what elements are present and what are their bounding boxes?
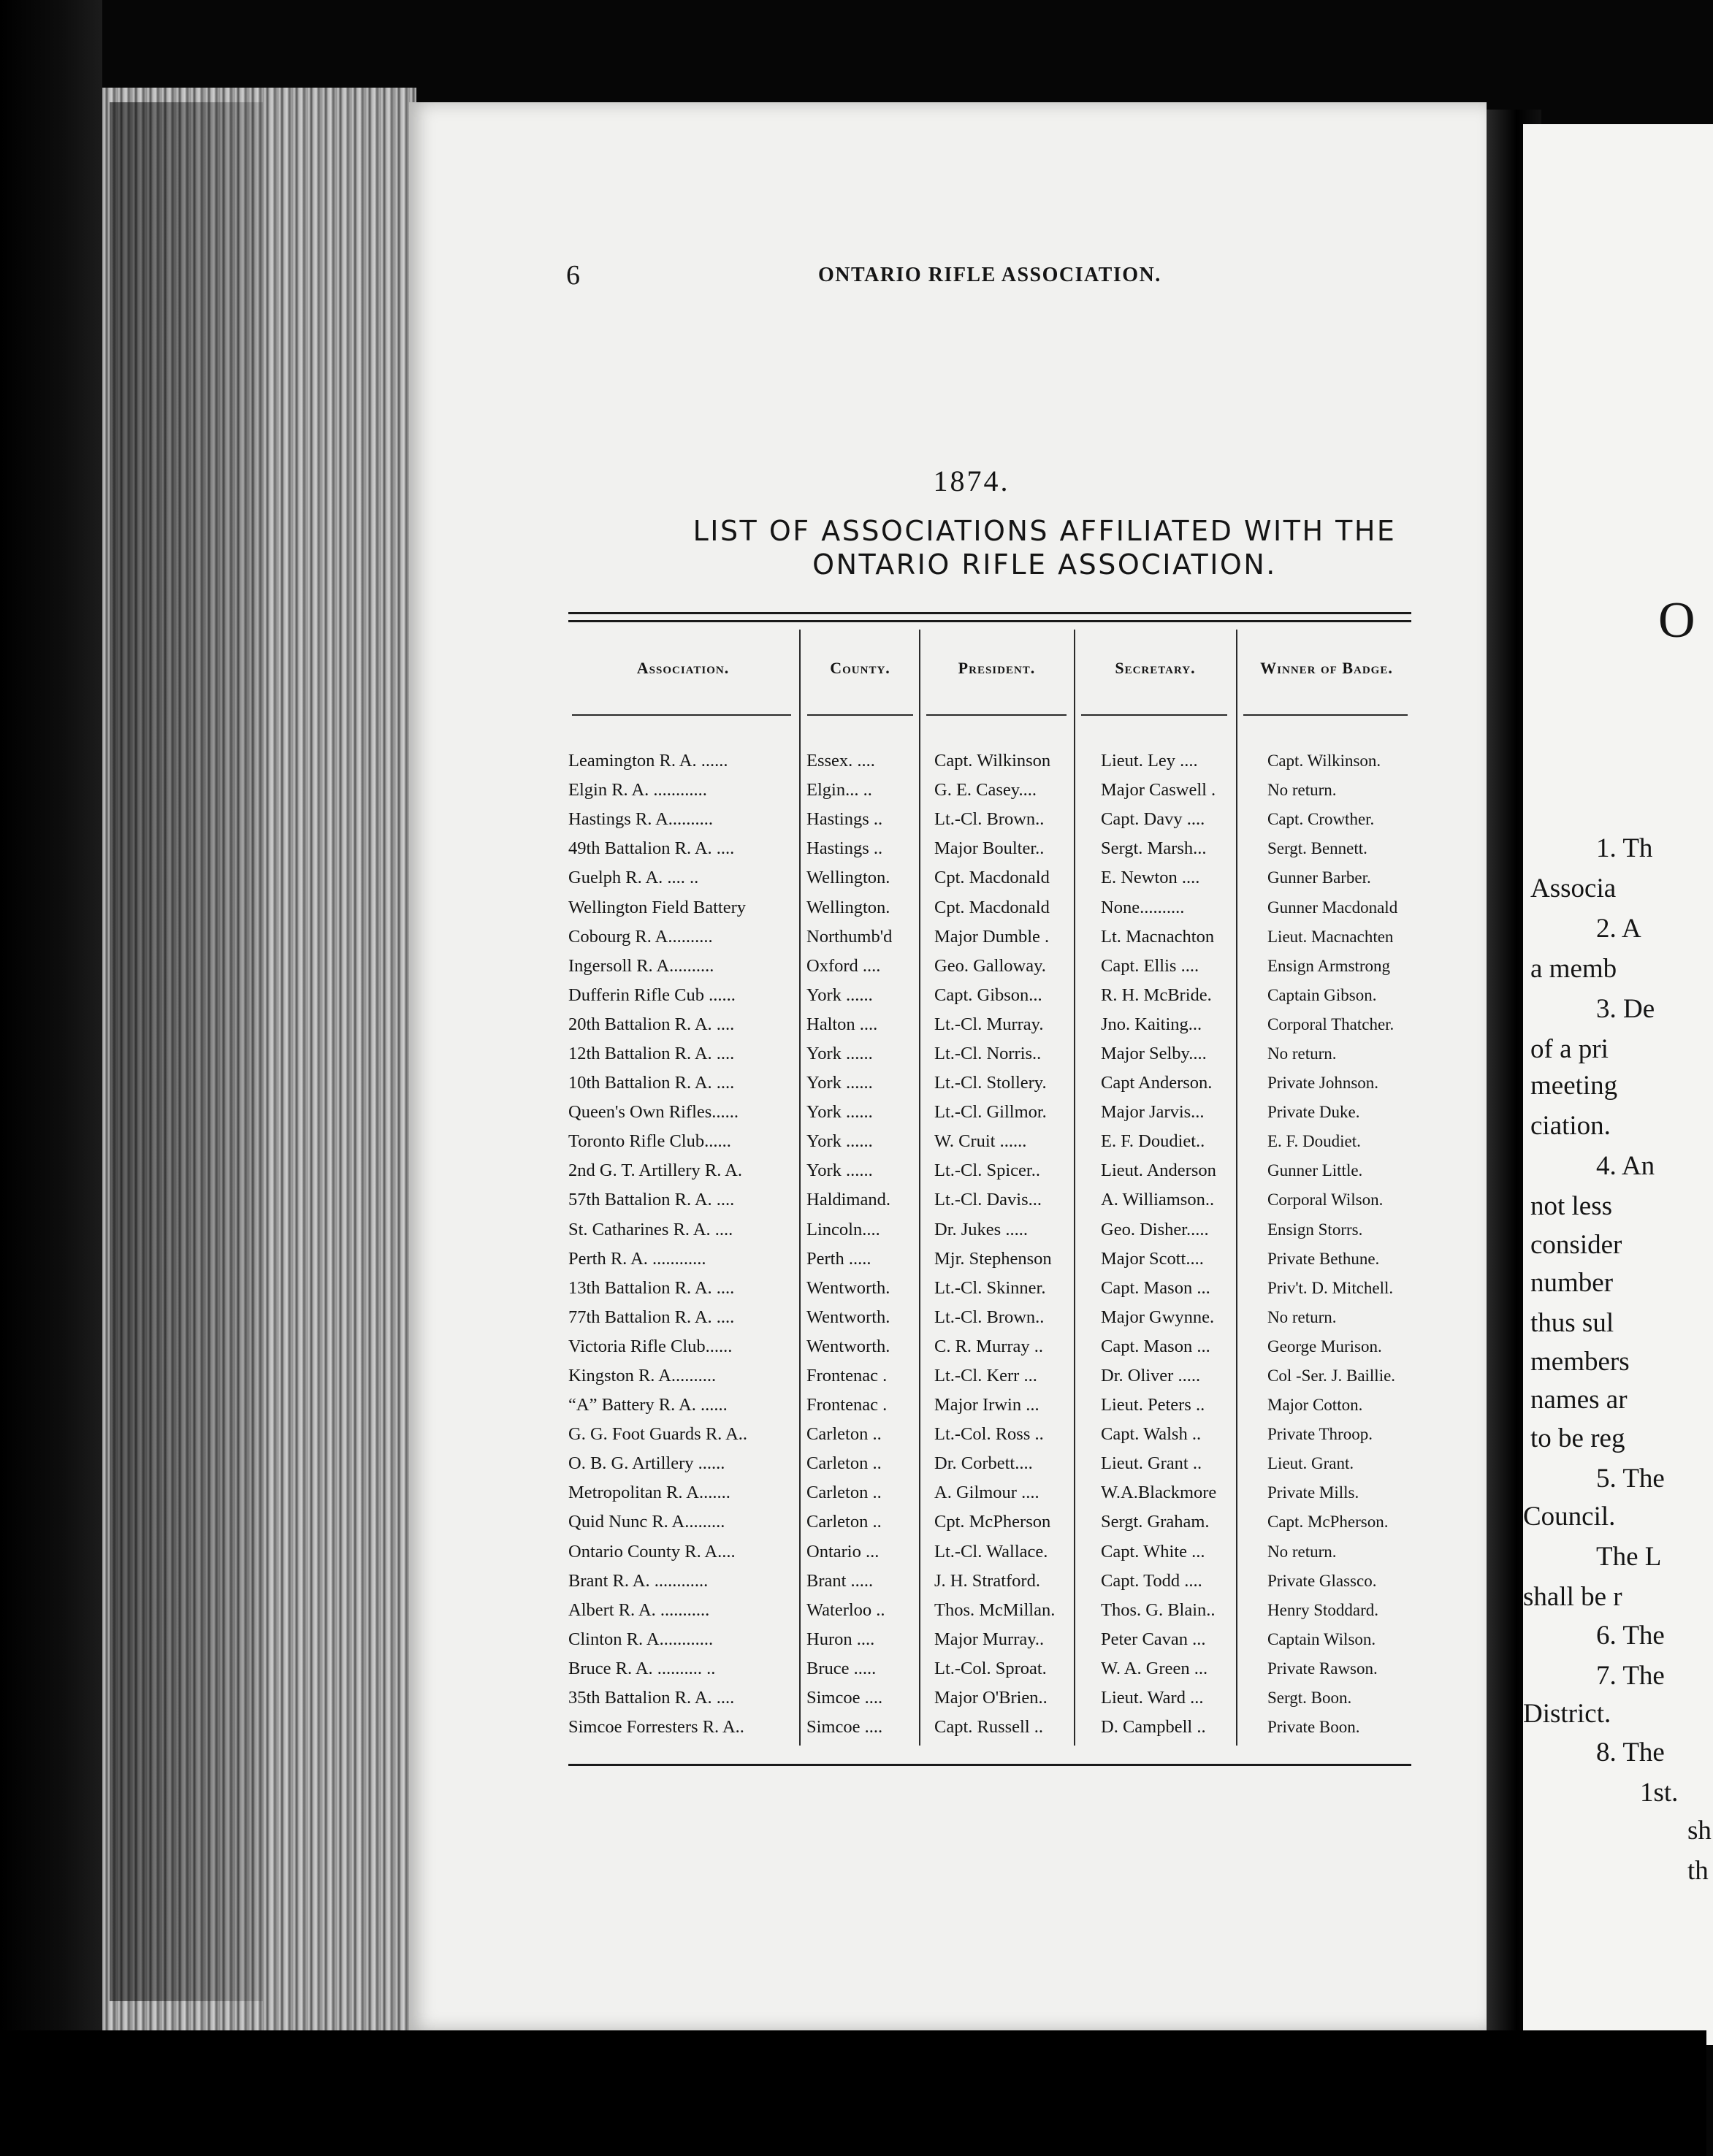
table-top-rule xyxy=(568,612,1411,622)
county-cell: Frontenac . xyxy=(806,1395,888,1415)
table-row xyxy=(568,1303,1443,1332)
secretary-cell: A. Williamson.. xyxy=(1101,1190,1215,1210)
president-cell: Lt.-Cl. Norris.. xyxy=(934,1043,1042,1063)
winner-cell: Priv't. D. Mitchell. xyxy=(1267,1278,1394,1297)
president-cell: Lt.-Cl. Spicer.. xyxy=(934,1161,1040,1181)
winner-cell: Ensign Storrs. xyxy=(1267,1220,1363,1239)
right-page-line: 1. Th xyxy=(1596,833,1653,863)
table-row xyxy=(568,1507,1443,1537)
year-heading: 1874. xyxy=(933,465,1010,497)
county-cell: Carleton .. xyxy=(806,1453,882,1474)
table-row xyxy=(568,1625,1443,1654)
association-cell: Kingston R. A.......... xyxy=(568,1366,717,1386)
county-cell: Haldimand. xyxy=(806,1190,890,1210)
right-page-line: members xyxy=(1530,1347,1630,1377)
winner-cell: Sergt. Bennett. xyxy=(1267,839,1367,858)
right-page-line: 4. An xyxy=(1596,1151,1655,1181)
right-page-line: Council. xyxy=(1523,1502,1616,1532)
county-cell: York ...... xyxy=(806,1131,873,1152)
county-cell: Wellington. xyxy=(806,868,890,888)
association-cell: 20th Battalion R. A. .... xyxy=(568,1014,735,1034)
winner-cell: Gunner Barber. xyxy=(1267,868,1371,887)
table-row xyxy=(568,1654,1443,1683)
header-county: County. xyxy=(830,659,890,677)
right-page-line: The L xyxy=(1596,1542,1662,1572)
winner-cell: Ensign Armstrong xyxy=(1267,956,1391,975)
right-page-line: 7. The xyxy=(1596,1661,1665,1691)
winner-cell: Captain Gibson. xyxy=(1267,985,1377,1004)
secretary-cell: Capt. Mason ... xyxy=(1101,1336,1210,1356)
table-row xyxy=(568,1098,1443,1127)
president-cell: Cpt. Macdonald xyxy=(934,897,1050,917)
table-row xyxy=(568,892,1443,922)
association-cell: Victoria Rifle Club...... xyxy=(568,1336,733,1356)
president-cell: Lt.-Cl. Davis... xyxy=(934,1190,1042,1210)
association-cell: O. B. G. Artillery ...... xyxy=(568,1453,725,1474)
title-line-2: ONTARIO RIFLE ASSOCIATION. xyxy=(812,548,1277,581)
winner-cell: Col -Ser. J. Baillie. xyxy=(1267,1366,1396,1385)
president-cell: Lt.-Cl. Kerr ... xyxy=(934,1366,1037,1386)
president-cell: Thos. McMillan. xyxy=(934,1599,1056,1620)
winner-cell: Private Throop. xyxy=(1267,1425,1373,1444)
winner-cell: Corporal Thatcher. xyxy=(1267,1014,1395,1033)
table-row xyxy=(568,1069,1443,1098)
secretary-cell: D. Campbell .. xyxy=(1101,1717,1206,1738)
association-cell: Ontario County R. A.... xyxy=(568,1541,736,1561)
association-cell: Albert R. A. ........... xyxy=(568,1599,710,1620)
county-cell: York ...... xyxy=(806,1161,873,1181)
president-cell: Mjr. Stephenson xyxy=(934,1248,1052,1269)
association-cell: Quid Nunc R. A......... xyxy=(568,1512,725,1532)
header-underline xyxy=(1243,714,1408,716)
county-cell: Hastings .. xyxy=(806,809,883,830)
county-cell: Essex. .... xyxy=(806,751,875,771)
county-cell: Wellington. xyxy=(806,897,890,917)
table-row xyxy=(568,863,1443,892)
secretary-cell: Capt. Ellis .... xyxy=(1101,955,1199,976)
winner-cell: Private Bethune. xyxy=(1267,1249,1380,1268)
table-row xyxy=(568,1215,1443,1245)
winner-cell: Sergt. Boon. xyxy=(1267,1689,1352,1708)
association-cell: Perth R. A. ............ xyxy=(568,1248,706,1269)
county-cell: York ...... xyxy=(806,1043,873,1063)
association-cell: 12th Battalion R. A. .... xyxy=(568,1043,735,1063)
association-cell: Cobourg R. A.......... xyxy=(568,926,713,947)
president-cell: Lt.-Col. Sproat. xyxy=(934,1658,1047,1678)
secretary-cell: Capt Anderson. xyxy=(1101,1073,1213,1093)
association-cell: Metropolitan R. A....... xyxy=(568,1483,730,1503)
book-left-edge xyxy=(0,0,102,2156)
county-cell: Waterloo .. xyxy=(806,1599,885,1620)
winner-cell: No return. xyxy=(1267,1307,1337,1326)
county-cell: Wentworth. xyxy=(806,1277,890,1298)
right-page-line: 5. The xyxy=(1596,1464,1665,1494)
right-page-line: sh xyxy=(1687,1816,1712,1846)
secretary-cell: Lieut. Ley .... xyxy=(1101,751,1198,771)
table-row xyxy=(568,1245,1443,1274)
president-cell: Lt.-Cl. Murray. xyxy=(934,1014,1044,1034)
winner-cell: No return. xyxy=(1267,1044,1337,1063)
table-row xyxy=(568,746,1443,776)
president-cell: J. H. Stratford. xyxy=(934,1570,1040,1591)
table-row xyxy=(568,1156,1443,1185)
president-cell: Major Irwin ... xyxy=(934,1395,1039,1415)
secretary-cell: Sergt. Graham. xyxy=(1101,1512,1210,1532)
header-secretary: Secretary. xyxy=(1115,659,1196,677)
secretary-cell: Lieut. Peters .. xyxy=(1101,1395,1205,1415)
table-row xyxy=(568,952,1443,981)
page-edges-shadow xyxy=(110,102,263,2001)
president-cell: Cpt. McPherson xyxy=(934,1512,1051,1532)
right-page-line: to be reg xyxy=(1530,1423,1625,1453)
right-page-line: number xyxy=(1530,1268,1614,1298)
president-cell: A. Gilmour .... xyxy=(934,1483,1039,1503)
winner-cell: Capt. McPherson. xyxy=(1267,1513,1389,1532)
table-row xyxy=(568,1478,1443,1507)
right-page-line: thus sul xyxy=(1530,1308,1614,1338)
table-row xyxy=(568,1537,1443,1567)
right-page-line: Associa xyxy=(1530,874,1617,903)
winner-cell: Private Mills. xyxy=(1267,1483,1359,1502)
county-cell: Frontenac . xyxy=(806,1366,888,1386)
president-cell: Dr. Jukes ..... xyxy=(934,1219,1028,1239)
association-cell: Simcoe Forresters R. A.. xyxy=(568,1717,744,1738)
secretary-cell: Major Gwynne. xyxy=(1101,1307,1215,1327)
winner-cell: Private Glassco. xyxy=(1267,1571,1377,1590)
right-page-line: shall be r xyxy=(1523,1582,1622,1612)
secretary-cell: Lieut. Ward ... xyxy=(1101,1688,1204,1708)
secretary-cell: None.......... xyxy=(1101,897,1185,917)
president-cell: Major O'Brien.. xyxy=(934,1688,1048,1708)
county-cell: Wentworth. xyxy=(806,1336,890,1356)
table-row xyxy=(568,1596,1443,1625)
header-underline xyxy=(807,714,913,716)
association-cell: 10th Battalion R. A. .... xyxy=(568,1073,735,1093)
page-header xyxy=(566,259,1472,291)
header-association: Association. xyxy=(636,659,730,677)
table-row xyxy=(568,1567,1443,1596)
association-cell: Queen's Own Rifles...... xyxy=(568,1102,739,1123)
association-cell: 2nd G. T. Artillery R. A. xyxy=(568,1161,742,1181)
winner-cell: Lieut. Macnachten xyxy=(1267,927,1394,946)
winner-cell: Captain Wilson. xyxy=(1267,1629,1376,1648)
secretary-cell: Thos. G. Blain.. xyxy=(1101,1599,1216,1620)
president-cell: W. Cruit ...... xyxy=(934,1131,1027,1152)
president-cell: Major Boulter.. xyxy=(934,838,1045,859)
president-cell: Lt.-Cl. Brown.. xyxy=(934,809,1045,830)
association-cell: Leamington R. A. ...... xyxy=(568,751,728,771)
president-cell: Lt.-Cl. Brown.. xyxy=(934,1307,1045,1327)
winner-cell: Gunner Macdonald xyxy=(1267,898,1398,917)
secretary-cell: Capt. Mason ... xyxy=(1101,1277,1210,1298)
table-row xyxy=(568,1127,1443,1156)
table-bottom-rule xyxy=(568,1764,1411,1766)
association-cell: Dufferin Rifle Cub ...... xyxy=(568,985,736,1005)
table-row xyxy=(568,1010,1443,1039)
right-page-line: a memb xyxy=(1530,954,1617,984)
association-cell: Guelph R. A. .... .. xyxy=(568,868,699,888)
table-row xyxy=(568,922,1443,952)
secretary-cell: Geo. Disher..... xyxy=(1101,1219,1209,1239)
association-cell: 13th Battalion R. A. .... xyxy=(568,1277,735,1298)
association-cell: Bruce R. A. .......... .. xyxy=(568,1658,716,1678)
right-page xyxy=(1523,124,1713,2045)
county-cell: Perth ..... xyxy=(806,1248,871,1269)
winner-cell: No return. xyxy=(1267,1542,1337,1561)
county-cell: Elgin... .. xyxy=(806,780,872,800)
president-cell: Lt.-Cl. Skinner. xyxy=(934,1277,1046,1298)
secretary-cell: Capt. Walsh .. xyxy=(1101,1424,1202,1445)
county-cell: Oxford .... xyxy=(806,955,881,976)
secretary-cell: Major Jarvis... xyxy=(1101,1102,1205,1123)
county-cell: Carleton .. xyxy=(806,1483,882,1503)
secretary-cell: Jno. Kaiting... xyxy=(1101,1014,1202,1034)
secretary-cell: Lt. Macnachton xyxy=(1101,926,1215,947)
table-row xyxy=(568,1713,1443,1742)
table-row xyxy=(568,1391,1443,1420)
right-page-line: 8. The xyxy=(1596,1738,1665,1767)
secretary-cell: Peter Cavan ... xyxy=(1101,1629,1206,1649)
president-cell: Major Murray.. xyxy=(934,1629,1045,1649)
winner-cell: Private Johnson. xyxy=(1267,1074,1379,1093)
county-cell: Northumb'd xyxy=(806,926,893,947)
association-cell: Elgin R. A. ............ xyxy=(568,780,707,800)
winner-cell: George Murison. xyxy=(1267,1337,1382,1356)
county-cell: York ...... xyxy=(806,1102,873,1123)
header-underline xyxy=(572,714,791,716)
president-cell: Lt.-Cl. Wallace. xyxy=(934,1541,1048,1561)
county-cell: Bruce ..... xyxy=(806,1658,877,1678)
secretary-cell: Major Caswell . xyxy=(1101,780,1216,800)
right-page-line: consider xyxy=(1530,1230,1622,1260)
secretary-cell: E. Newton .... xyxy=(1101,868,1200,888)
secretary-cell: Capt. Davy .... xyxy=(1101,809,1205,830)
president-cell: G. E. Casey.... xyxy=(934,780,1037,800)
county-cell: Wentworth. xyxy=(806,1307,890,1327)
association-cell: 77th Battalion R. A. .... xyxy=(568,1307,735,1327)
county-cell: Brant ..... xyxy=(806,1570,874,1591)
secretary-cell: Capt. Todd .... xyxy=(1101,1570,1202,1591)
association-cell: Wellington Field Battery xyxy=(568,897,746,917)
table-row xyxy=(568,981,1443,1010)
title-line-1: LIST OF ASSOCIATIONS AFFILIATED WITH THE xyxy=(693,515,1397,547)
president-cell: Capt. Wilkinson xyxy=(934,751,1051,771)
right-page-line: 1st. xyxy=(1640,1778,1679,1808)
association-cell: Brant R. A. ............ xyxy=(568,1570,709,1591)
secretary-cell: E. F. Doudiet.. xyxy=(1101,1131,1205,1152)
association-cell: “A” Battery R. A. ...... xyxy=(568,1395,728,1415)
right-page-line: th xyxy=(1687,1856,1709,1886)
president-cell: C. R. Murray .. xyxy=(934,1336,1044,1356)
document-title xyxy=(570,515,1519,581)
association-cell: Toronto Rifle Club...... xyxy=(568,1131,731,1152)
right-page-title-fragment: O xyxy=(1658,592,1695,649)
table-row xyxy=(568,776,1443,805)
winner-cell: Private Duke. xyxy=(1267,1103,1360,1122)
president-cell: Lt.-Col. Ross .. xyxy=(934,1424,1044,1445)
association-cell: Ingersoll R. A.......... xyxy=(568,955,714,976)
president-cell: Major Dumble . xyxy=(934,926,1050,947)
secretary-cell: Major Scott.... xyxy=(1101,1248,1204,1269)
association-cell: Clinton R. A............ xyxy=(568,1629,714,1649)
secretary-cell: W. A. Green ... xyxy=(1101,1658,1208,1678)
winner-cell: Gunner Little. xyxy=(1267,1161,1363,1180)
scan-bottom-border xyxy=(0,2030,1706,2156)
secretary-cell: Lieut. Anderson xyxy=(1101,1161,1216,1181)
table-row xyxy=(568,1185,1443,1215)
winner-cell: E. F. Doudiet. xyxy=(1267,1132,1361,1151)
president-cell: Cpt. Macdonald xyxy=(934,868,1050,888)
county-cell: Carleton .. xyxy=(806,1424,882,1445)
secretary-cell: Major Selby.... xyxy=(1101,1043,1207,1063)
winner-cell: No return. xyxy=(1267,781,1337,800)
right-page-line: names ar xyxy=(1530,1385,1628,1415)
county-cell: Huron .... xyxy=(806,1629,875,1649)
page-number: 6 xyxy=(566,260,580,291)
table-row xyxy=(568,1361,1443,1391)
table-row xyxy=(568,1683,1443,1713)
winner-cell: Major Cotton. xyxy=(1267,1396,1363,1415)
table-row xyxy=(568,1274,1443,1303)
county-cell: Simcoe .... xyxy=(806,1688,883,1708)
county-cell: Simcoe .... xyxy=(806,1717,883,1738)
winner-cell: Corporal Wilson. xyxy=(1267,1190,1384,1209)
county-cell: York ...... xyxy=(806,1073,873,1093)
president-cell: Capt. Russell .. xyxy=(934,1717,1044,1738)
president-cell: Lt.-Cl. Gillmor. xyxy=(934,1102,1047,1123)
association-cell: 35th Battalion R. A. .... xyxy=(568,1688,735,1708)
winner-cell: Capt. Wilkinson. xyxy=(1267,752,1381,771)
right-page-line: of a pri xyxy=(1530,1034,1609,1064)
right-page-line: ciation. xyxy=(1530,1111,1611,1141)
header-underline xyxy=(926,714,1067,716)
county-cell: Hastings .. xyxy=(806,838,883,859)
right-page-line: meeting xyxy=(1530,1071,1618,1101)
winner-cell: Private Boon. xyxy=(1267,1718,1360,1737)
association-cell: St. Catharines R. A. .... xyxy=(568,1219,733,1239)
header-president: President. xyxy=(958,659,1036,677)
winner-cell: Capt. Crowther. xyxy=(1267,810,1375,829)
right-page-line: not less xyxy=(1530,1191,1613,1221)
association-cell: G. G. Foot Guards R. A.. xyxy=(568,1424,748,1445)
table-row xyxy=(568,1039,1443,1069)
president-cell: Dr. Corbett.... xyxy=(934,1453,1033,1474)
right-page-line: District. xyxy=(1523,1699,1611,1729)
header-underline xyxy=(1081,714,1227,716)
association-cell: 57th Battalion R. A. .... xyxy=(568,1190,735,1210)
table-row xyxy=(568,1420,1443,1449)
secretary-cell: W.A.Blackmore xyxy=(1101,1483,1217,1503)
president-cell: Geo. Galloway. xyxy=(934,955,1046,976)
winner-cell: Henry Stoddard. xyxy=(1267,1600,1379,1619)
county-cell: Carleton .. xyxy=(806,1512,882,1532)
county-cell: York ...... xyxy=(806,985,873,1005)
winner-cell: Private Rawson. xyxy=(1267,1659,1378,1678)
associations-table xyxy=(568,746,1443,1742)
table-row xyxy=(568,805,1443,834)
county-cell: Ontario ... xyxy=(806,1541,880,1561)
secretary-cell: Sergt. Marsh... xyxy=(1101,838,1207,859)
winner-cell: Lieut. Grant. xyxy=(1267,1454,1354,1473)
secretary-cell: Lieut. Grant .. xyxy=(1101,1453,1202,1474)
running-head: ONTARIO RIFLE ASSOCIATION. xyxy=(818,264,1161,286)
secretary-cell: Dr. Oliver ..... xyxy=(1101,1366,1201,1386)
right-page-line: 2. A xyxy=(1596,914,1641,944)
county-cell: Lincoln.... xyxy=(806,1219,880,1239)
table-row xyxy=(568,1449,1443,1478)
table-row xyxy=(568,1332,1443,1361)
header-winner-of-badge: Winner of Badge. xyxy=(1260,659,1393,677)
association-cell: 49th Battalion R. A. .... xyxy=(568,838,735,859)
president-cell: Lt.-Cl. Stollery. xyxy=(934,1073,1047,1093)
table-row xyxy=(568,834,1443,863)
right-page-line: 3. De xyxy=(1596,994,1655,1024)
president-cell: Capt. Gibson... xyxy=(934,985,1042,1005)
secretary-cell: Capt. White ... xyxy=(1101,1541,1205,1561)
association-cell: Hastings R. A.......... xyxy=(568,809,714,830)
right-page-line: 6. The xyxy=(1596,1621,1665,1651)
county-cell: Halton .... xyxy=(806,1014,878,1034)
secretary-cell: R. H. McBride. xyxy=(1101,985,1212,1005)
